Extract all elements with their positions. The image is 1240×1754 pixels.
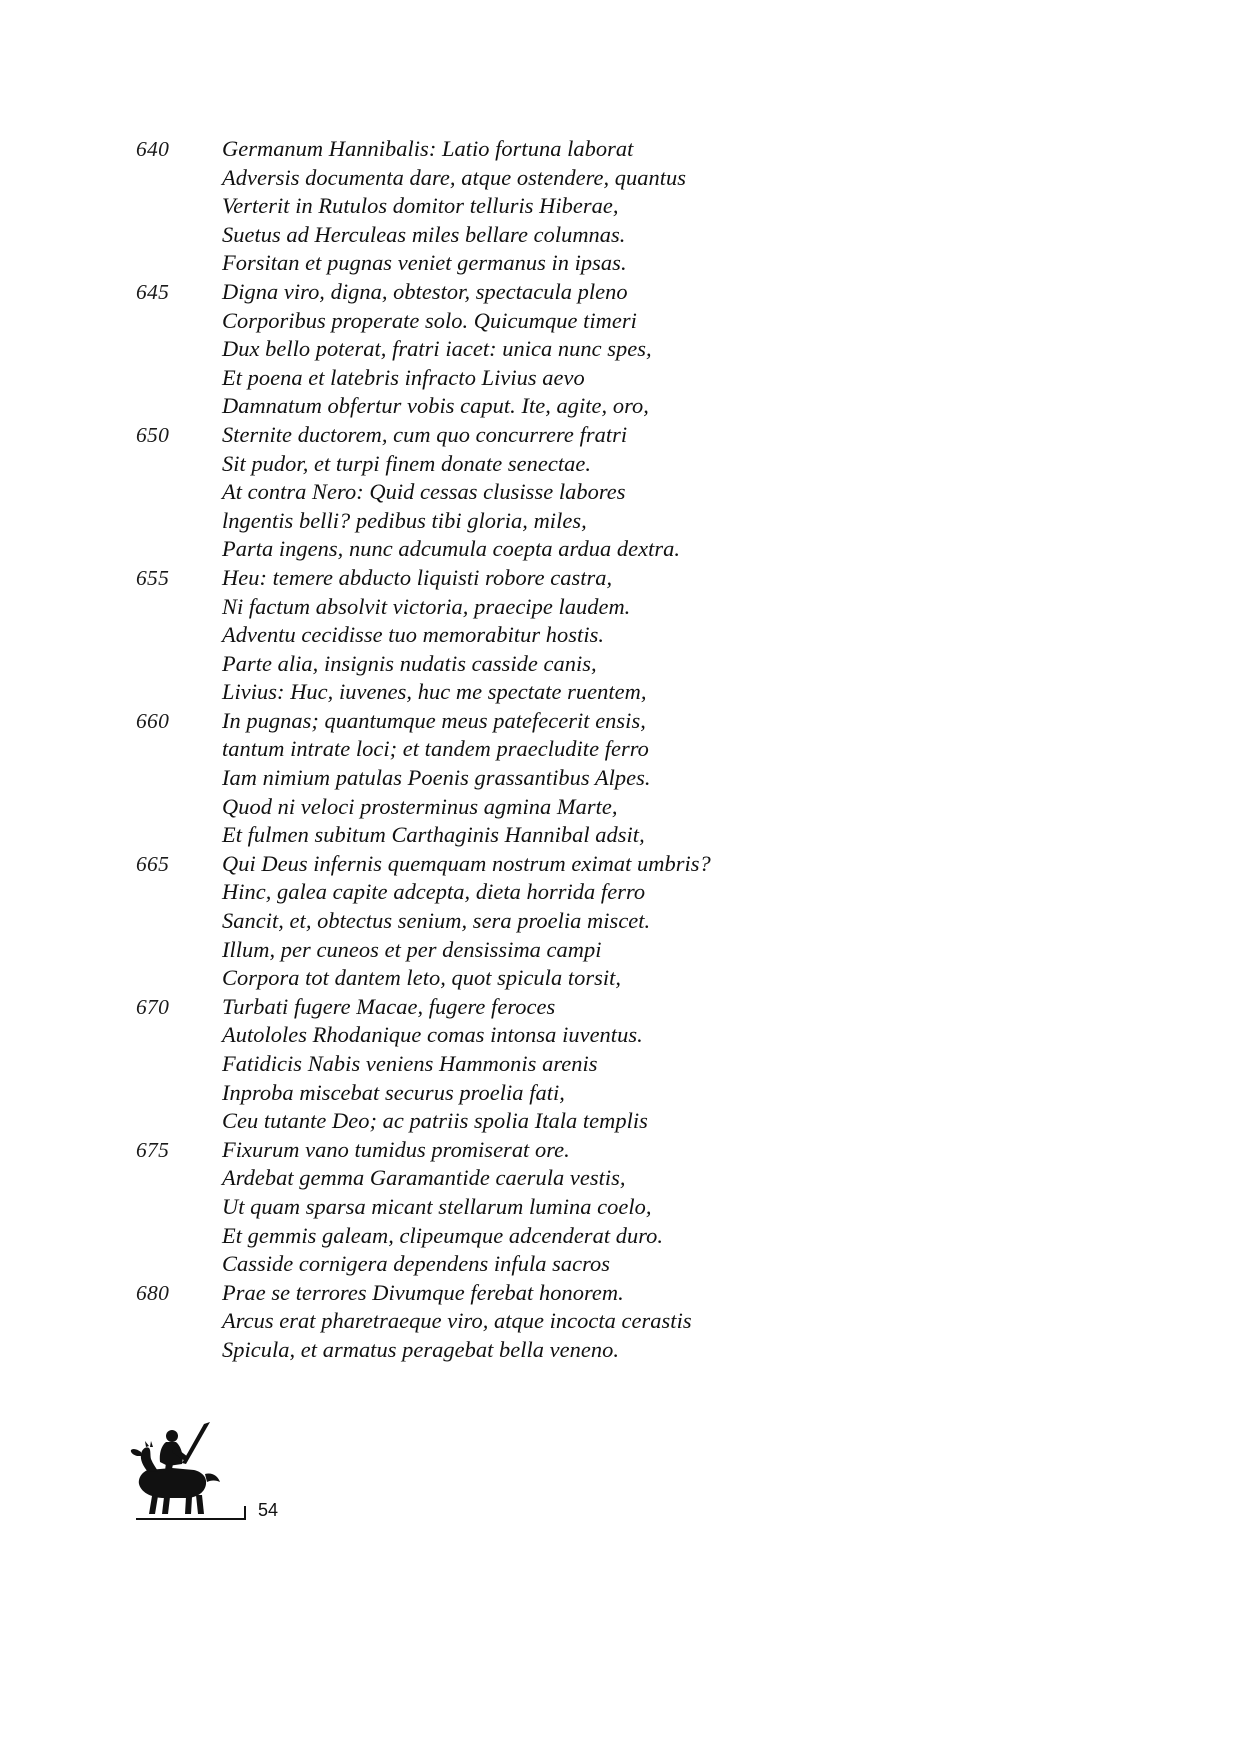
verse-line [136,594,916,623]
verse-line-number: 640 [136,137,170,161]
verse-line [136,1165,916,1194]
verse-line-text: Sit pudor, et turpi finem donate senectae. [222,450,591,476]
verse-line-text: Iam nimium patulas Poenis grassantibus Alpes. [222,765,651,791]
verse-line [136,1337,916,1366]
verse-line-text: Quod ni veloci prosterminus agmina Marte, [222,793,618,819]
verse-line-text: lngentis belli? pedibus tibi gloria, miles, [222,507,587,533]
verse-line-text: Fixurum vano tumidus promiserat ore. [222,1136,570,1162]
verse-line-text: Ardebat gemma Garamantide caerula vestis, [222,1165,626,1191]
verse-line-text: Dux bello poterat, fratri iacet: unica nunc spes, [222,336,652,362]
verse-line-text: Corporibus properate solo. Quicumque timeri [222,307,637,333]
verse-line-number: 655 [136,565,170,590]
verse-line [136,222,916,251]
verse-line-text: At contra Nero: Quid cessas clusisse labores [222,479,626,505]
verse-line [136,651,916,680]
verse-line [136,1022,916,1051]
verse-line [136,679,916,708]
verse-block [136,136,916,1366]
verse-line [136,1194,916,1223]
verse-line-text: Germanum Hannibalis: Latio fortuna laborat [222,136,634,161]
verse-line [136,994,916,1023]
verse-line [136,1280,916,1309]
verse-line-text: Ceu tutante Deo; ac patriis spolia Itala templis [222,1108,648,1134]
verse-line [136,965,916,994]
verse-line [136,1051,916,1080]
footer-rule [136,1518,246,1520]
verse-line [136,622,916,651]
verse-line [136,536,916,565]
verse-line-text: Ni factum absolvit victoria, praecipe laudem. [222,593,631,619]
verse-line-text: Casside cornigera dependens infula sacros [222,1251,611,1277]
verse-line [136,393,916,422]
verse-line [136,565,916,594]
verse-line [136,736,916,765]
verse-line-text: Qui Deus infernis quemquam nostrum eximat umbris? [222,850,711,876]
verse-line [136,1080,916,1109]
verse-line-number: 675 [136,1137,170,1162]
page-footer [128,1418,468,1558]
verse-line [136,508,916,537]
verse-line [136,308,916,337]
verse-line-number: 680 [136,1280,170,1305]
verse-line [136,165,916,194]
verse-line-number: 670 [136,994,170,1019]
verse-line-text: Ut quam sparsa micant stellarum lumina coelo, [222,1193,652,1219]
verse-line-text: Et gemmis galeam, clipeumque adcenderat duro. [222,1222,664,1248]
verse-line-number: 660 [136,708,170,733]
verse-line [136,422,916,451]
verse-line [136,1308,916,1337]
verse-line-text: Verterit in Rutulos domitor telluris Hiberae, [222,193,619,219]
verse-line [136,1137,916,1166]
verse-line-text: Arcus erat pharetraeque viro, atque incocta cerastis [222,1308,692,1334]
verse-line [136,136,916,165]
verse-line-text: Forsitan et pugnas veniet germanus in ipsas. [222,250,627,276]
page-number: 54 [258,1500,279,1520]
verse-line-text: In pugnas; quantumque meus patefecerit ensis, [222,707,646,733]
verse-line-text: Turbati fugere Macae, fugere feroces [222,993,556,1019]
verse-line [136,1251,916,1280]
verse-line-text: Illum, per cuneos et per densissima campi [222,936,602,962]
footer-rule-stub [244,1506,246,1520]
verse-line-text: Heu: temere abducto liquisti robore castra, [222,564,613,590]
verse-line-text: Hinc, galea capite adcepta, dieta horrida ferro [222,879,646,905]
verse-line-text: Damnatum obfertur vobis caput. Ite, agite, oro, [222,393,649,419]
verse-line [136,479,916,508]
verse-line [136,336,916,365]
verse-line-text: tantum intrate loci; et tandem praecludite ferro [222,736,649,762]
verse-line [136,193,916,222]
verse-line [136,822,916,851]
verse-line [136,794,916,823]
verse-line-number: 650 [136,422,170,447]
verse-line [136,279,916,308]
verse-line-text: Sancit, et, obtectus senium, sera proelia miscet. [222,908,651,934]
verse-line [136,851,916,880]
verse-line-text: Prae se terrores Divumque ferebat honorem. [222,1279,624,1305]
verse-line [136,1108,916,1137]
verse-line-text: Suetus ad Herculeas miles bellare columnas. [222,221,626,247]
verse-line-text: Adventu cecidisse tuo memorabitur hostis. [222,622,605,648]
verse-line-text: Et fulmen subitum Carthaginis Hannibal adsit, [222,822,645,848]
verse-line [136,708,916,737]
verse-line [136,451,916,480]
verse-line-number: 665 [136,851,170,876]
verse-line-text: Digna viro, digna, obtestor, spectacula pleno [222,278,628,304]
verse-line [136,937,916,966]
verse-line [136,250,916,279]
verse-line-text: Autololes Rhodanique comas intonsa iuventus. [222,1022,643,1048]
verse-line-text: Spicula, et armatus peragebat bella veneno. [222,1336,620,1362]
verse-line [136,765,916,794]
verse-line [136,1223,916,1252]
verse-line-text: Et poena et latebris infracto Livius aevo [222,364,585,390]
verse-line [136,365,916,394]
horseman-vignette-icon [128,1418,260,1520]
verse-line-text: Adversis documenta dare, atque ostendere, quantus [222,164,687,190]
verse-line-number: 645 [136,279,170,304]
verse-line-text: Fatidicis Nabis veniens Hammonis arenis [222,1051,598,1076]
verse-line-text: Parte alia, insignis nudatis casside canis, [222,650,597,676]
verse-line-text: Parta ingens, nunc adcumula coepta ardua dextra. [222,536,681,562]
verse-line-text: Livius: Huc, iuvenes, huc me spectate ruentem, [222,679,647,705]
verse-line-text: Corpora tot dantem leto, quot spicula torsit, [222,965,622,991]
verse-line [136,879,916,908]
verse-line-text: Sternite ductorem, cum quo concurrere fratri [222,421,628,447]
verse-line [136,908,916,937]
verse-line-text: Inproba miscebat securus proelia fati, [222,1079,565,1105]
